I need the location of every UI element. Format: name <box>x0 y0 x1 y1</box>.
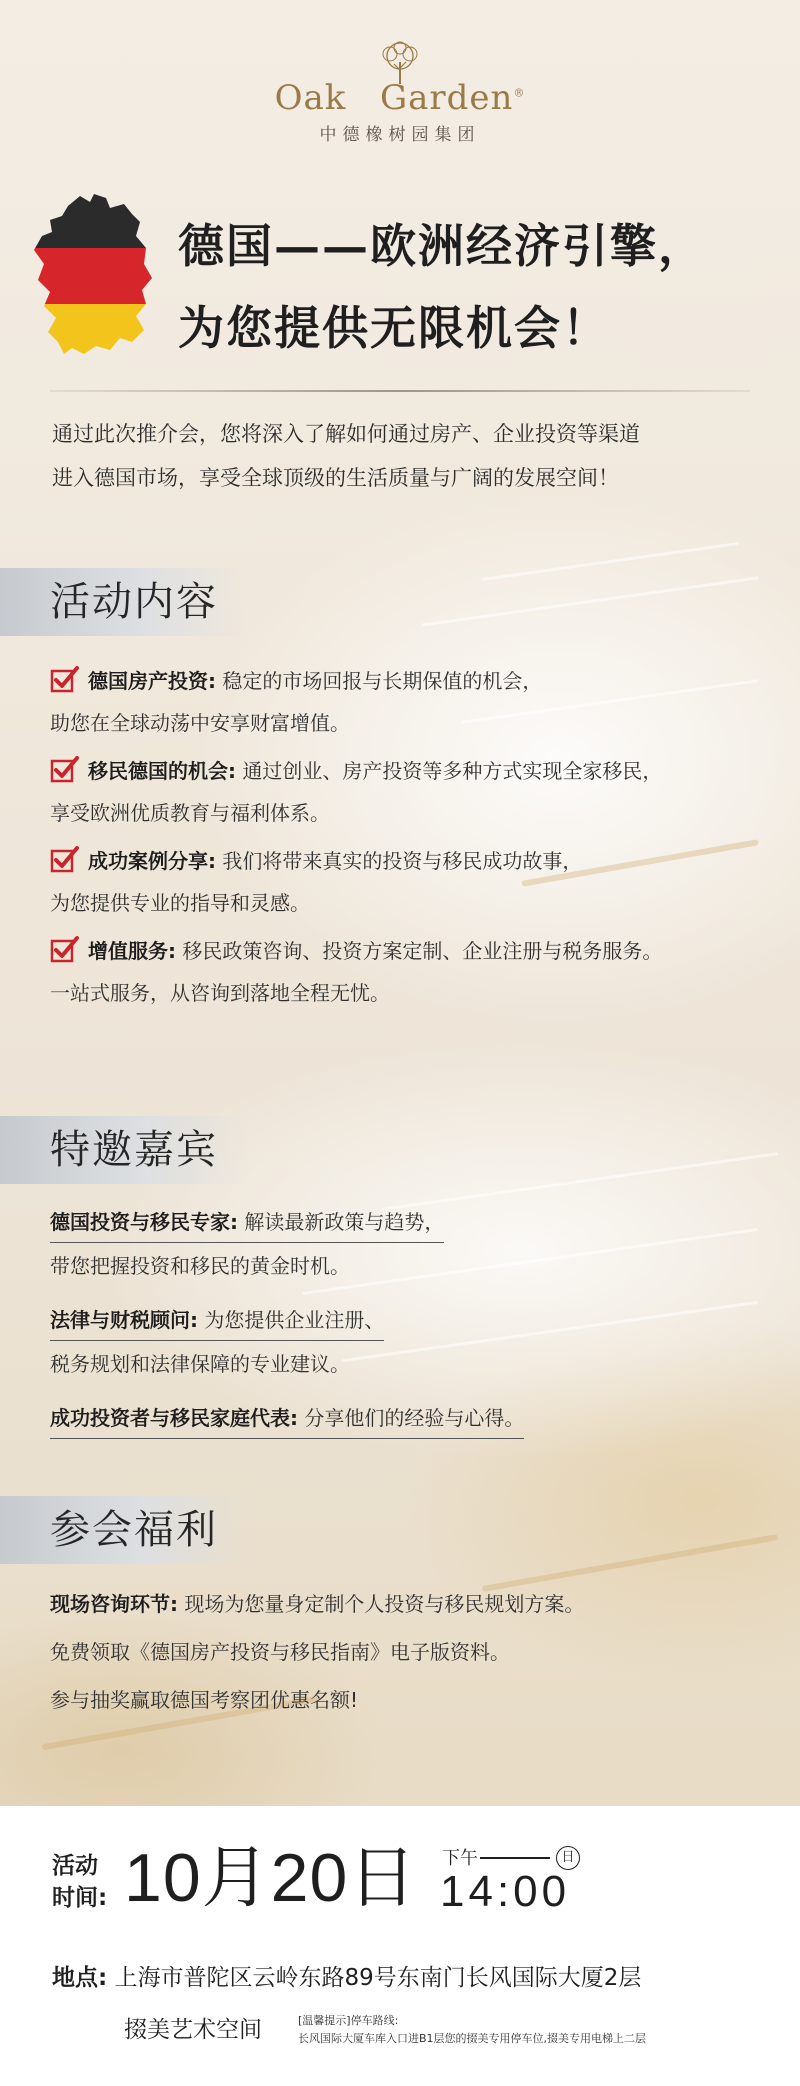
germany-flag-map-icon <box>28 192 158 360</box>
checkbox-checked-icon <box>50 755 80 783</box>
list-item: 参与抽奖赢取德国考察团优惠名额! <box>50 1688 359 1712</box>
guest-role-underline: 德国投资与移民专家: 解读最新政策与趋势， <box>50 1202 444 1243</box>
list-item: 现场咨询环节: 现场为您量身定制个人投资与移民规划方案。 <box>50 1592 585 1616</box>
list-item: 德国房产投资: 稳定的市场回报与长期保值的机会， 助您在全球动荡中安享财富增值。 <box>50 660 760 744</box>
list-item: 成功案例分享: 我们将带来真实的投资与移民成功故事， 为您提供专业的指导和灵感。 <box>50 840 760 924</box>
event-place: 地点: 上海市普陀区云岭东路89号东南门长风国际大厦2层 <box>52 1965 642 1991</box>
section-title-activities: 活动内容 <box>0 568 250 636</box>
event-weekday: 日 <box>556 1846 580 1870</box>
time-label: 活动 时间: <box>52 1853 108 1911</box>
headline-line-2: 为您提供无限机会！ <box>178 301 610 355</box>
texture-streak <box>421 576 758 626</box>
event-date: 10月20日 <box>124 1840 418 1916</box>
divider <box>50 390 750 392</box>
event-time: 14:00 <box>440 1867 571 1916</box>
section-title-guests: 特邀嘉宾 <box>0 1116 250 1184</box>
checkbox-checked-icon <box>50 665 80 693</box>
texture-streak <box>481 542 739 581</box>
list-item: 德国投资与移民专家: 解读最新政策与趋势， 带您把握投资和移民的黄金时机。 <box>50 1200 760 1288</box>
logo-wordmark: Oak Garden® <box>274 78 526 118</box>
guest-role-underline: 法律与财税顾问: 为您提供企业注册、 <box>50 1300 384 1341</box>
guests-list <box>50 1200 760 1450</box>
parking-tip: [温馨提示]停车路线: 长风国际大厦车库入口进B1层您的掇美专用停车位,掇美专用电梯上二层 <box>298 2014 647 2045</box>
benefits-list <box>50 1580 760 1724</box>
list-item: 移民德国的机会: 通过创业、房产投资等多种方式实现全家移民， 享受欧洲优质教育与福利体系。 <box>50 750 760 834</box>
divider <box>480 1857 550 1859</box>
logo-subtitle: 中德橡树园集团 <box>319 125 481 145</box>
guest-role-underline: 成功投资者与移民家庭代表: 分享他们的经验与心得。 <box>50 1398 524 1439</box>
checkbox-checked-icon <box>50 935 80 963</box>
activities-list <box>50 660 760 1020</box>
intro-paragraph <box>52 412 752 500</box>
intro-line-1: 通过此次推介会，您将深入了解如何通过房产、企业投资等渠道 <box>52 422 640 446</box>
list-item <box>50 1396 760 1440</box>
headline-line-1: 德国——欧洲经济引擎， <box>178 219 706 273</box>
list-item: 法律与财税顾问: 为您提供企业注册、 税务规划和法律保障的专业建议。 <box>50 1298 760 1386</box>
section-title-benefits: 参会福利 <box>0 1496 250 1564</box>
event-ampm: 下午 <box>442 1848 478 1869</box>
headline <box>178 205 706 369</box>
intro-line-2: 进入德国市场，享受全球顶级的生活质量与广阔的发展空间！ <box>52 466 619 490</box>
list-item: 增值服务: 移民政策咨询、投资方案定制、企业注册与税务服务。 一站式服务，从咨询到落地全程无忧。 <box>50 930 760 1014</box>
event-venue: 掇美艺术空间 <box>124 2017 262 2043</box>
checkbox-checked-icon <box>50 845 80 873</box>
brand-logo <box>0 40 800 145</box>
list-item: 免费领取《德国房产投资与移民指南》电子版资料。 <box>50 1640 510 1664</box>
